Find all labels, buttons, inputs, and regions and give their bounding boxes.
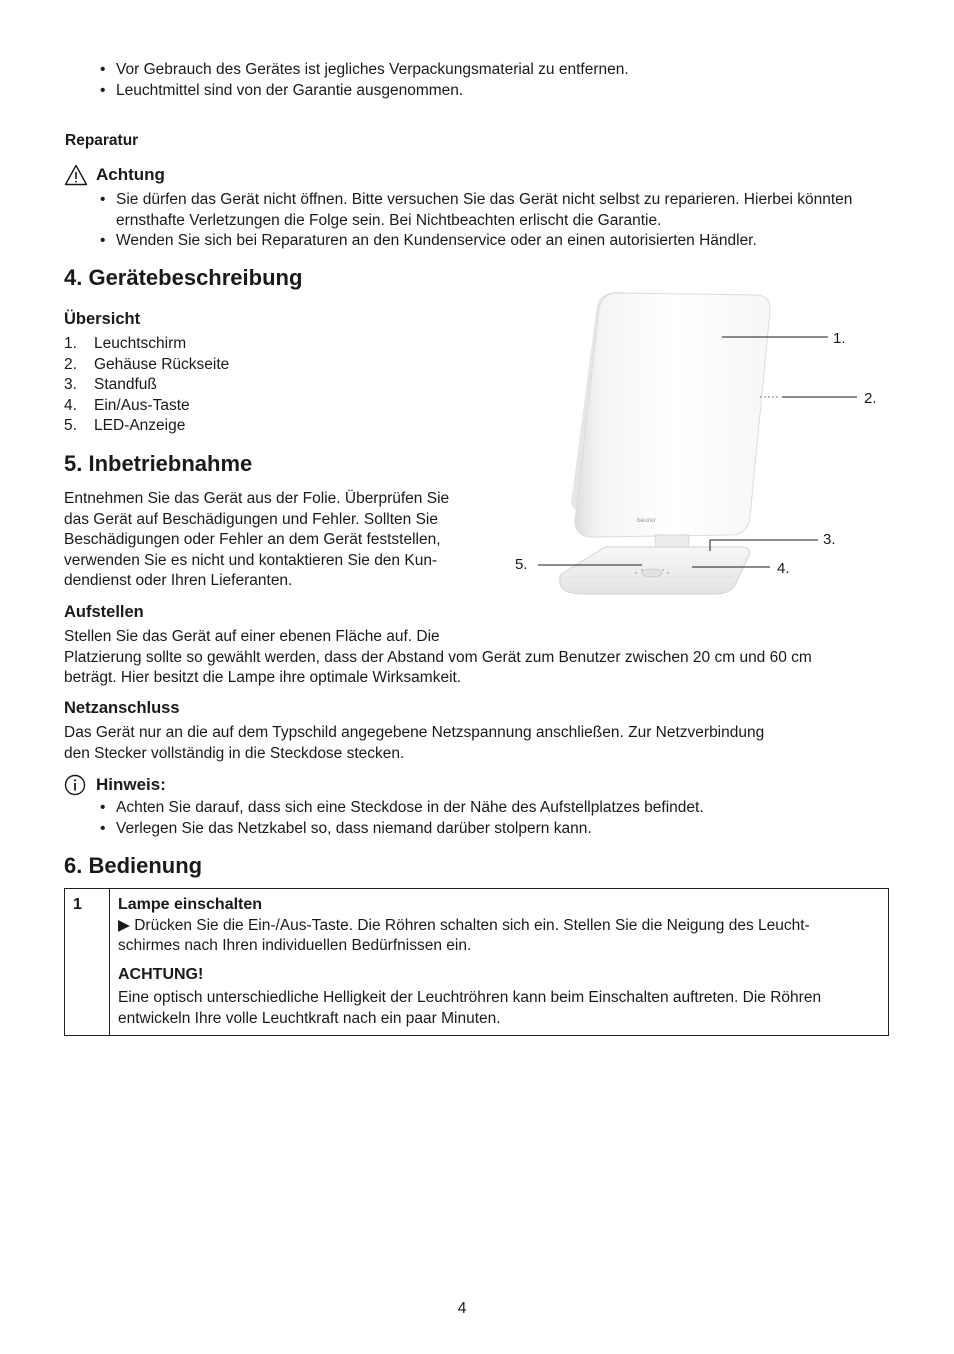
item-number: 2. [64,355,77,373]
step-number: 1 [65,889,110,1036]
callout-label-2: 2. [864,390,877,407]
text-line: den Stecker vollständig in die Steckdose stecken. [64,744,405,762]
callout-label-1: 1. [833,330,846,347]
text-line: Das Gerät nur an die auf dem Typschild angegebene Netzspannung anschließen. Zur Netzverbindung [64,724,765,741]
list-item [64,375,464,396]
list-item [64,416,464,437]
netzanschluss-paragraph [64,723,894,764]
section-4-heading: 4. Gerätebeschreibung [64,265,303,290]
hinweis-label: Hinweis: [96,775,166,794]
callout-label-3: 3. [823,531,836,548]
text-line: Stellen Sie das Gerät auf einer ebenen Fläche auf. Die [64,628,440,645]
text-line: Beschädigungen oder Fehler an dem Gerät feststellen, [64,531,441,548]
power-button [642,569,662,577]
netzanschluss-heading: Netzanschluss [64,699,180,717]
info-icon [64,774,86,801]
list-item [64,396,464,417]
list-item [64,334,464,355]
list-item [64,355,464,376]
intro-bullet-list [96,60,896,101]
item-label: Gehäuse Rückseite [94,355,230,373]
item-label: Ein/Aus-Taste [94,396,190,414]
reparatur-heading: Reparatur [65,132,139,149]
brand-logo: beurer [637,517,656,524]
callout-label-5: 5. [515,556,528,573]
reparatur-bullet-list [96,190,856,252]
warning-label: Achtung [96,165,165,184]
text-line: Platzierung sollte so gewählt werden, dass der Abstand vom Gerät zum Benutzer zwischen 20 cm und 60 cm [64,648,812,666]
item-number: 1. [64,335,77,352]
item-number: 4. [64,396,77,414]
overview-heading: Übersicht [64,310,141,328]
item-number: 5. [64,417,77,434]
led-indicator [667,572,669,574]
section-5-heading: 5. Inbetriebnahme [64,451,253,476]
aufstellen-paragraph [64,627,894,689]
item-label: Leuchtschirm [94,335,187,352]
text-line: dendienst oder Ihren Lieferanten. [64,572,293,589]
callout-label-4: 4. [777,560,790,577]
warning-triangle-icon [64,164,88,191]
text-line: das Gerät auf Beschädigungen und Fehler. Sollten Sie [64,510,438,528]
operation-table [64,888,889,1036]
warning-text: entwickeln Ihre volle Leuchtkraft nach ein paar Minuten. [118,1009,501,1027]
text-line: verwenden Sie es nicht und kontaktieren Sie den Kun- [64,551,438,569]
step-instruction: schirmes nach Ihren individuellen Bedürfnissen ein. [118,937,472,954]
list-item: • Sie dürfen das Gerät nicht öffnen. Bitte versuchen Sie das Gerät nicht selbst zu reparieren. Hierbei könnten ernsthafte Verletzungen die Folge sein. Bei Nichtbeachten erlischt die Garantie. [96,190,856,231]
inbetriebnahme-paragraph [64,489,484,592]
aufstellen-heading: Aufstellen [64,603,144,621]
led-indicator [635,572,637,574]
warning-text: Eine optisch unterschiedliche Helligkeit der Leuchtröhren kann beim Einschalten auftreten. Die Röhren [118,989,822,1006]
list-item: • Verlegen Sie das Netzkabel so, dass niemand darüber stolpern kann. [96,819,876,840]
light-panel [575,293,770,537]
led-indicator [641,569,643,571]
table-row [65,889,889,1036]
text-line: beträgt. Hier besitzt die Lampe ihre optimale Wirksamkeit. [64,669,462,686]
list-item: • Vor Gebrauch des Gerätes ist jegliches Verpackungsmaterial zu entfernen. [96,60,896,81]
list-item: • Achten Sie darauf, dass sich eine Steckdose in der Nähe des Aufstellplatzes befindet. [96,798,876,819]
item-label: LED-Anzeige [94,417,186,434]
daylight-lamp-illustration [505,285,890,605]
hinweis-bullet-list [96,798,876,839]
section-6-heading: 6. Bedienung [64,853,203,878]
overview-list [64,334,464,437]
step-title: Lampe einschalten [118,896,263,913]
text-line: Entnehmen Sie das Gerät aus der Folie. Überprüfen Sie [64,490,450,507]
page-number: 4 [457,1300,467,1317]
step-instruction: ▶ Drücken Sie die Ein-/Aus-Taste. Die Röhren schalten sich ein. Stellen Sie die Neigung des Leucht- [118,916,810,934]
led-indicator [662,569,664,571]
list-item: • Wenden Sie sich bei Reparaturen an den Kundenservice oder an einen autorisierten Händler. [96,231,856,252]
warning-title: ACHTUNG! [118,965,204,983]
step-content [110,889,889,1036]
list-item: • Leuchtmittel sind von der Garantie ausgenommen. [96,81,896,102]
item-label: Standfuß [94,376,157,393]
item-number: 3. [64,376,77,393]
